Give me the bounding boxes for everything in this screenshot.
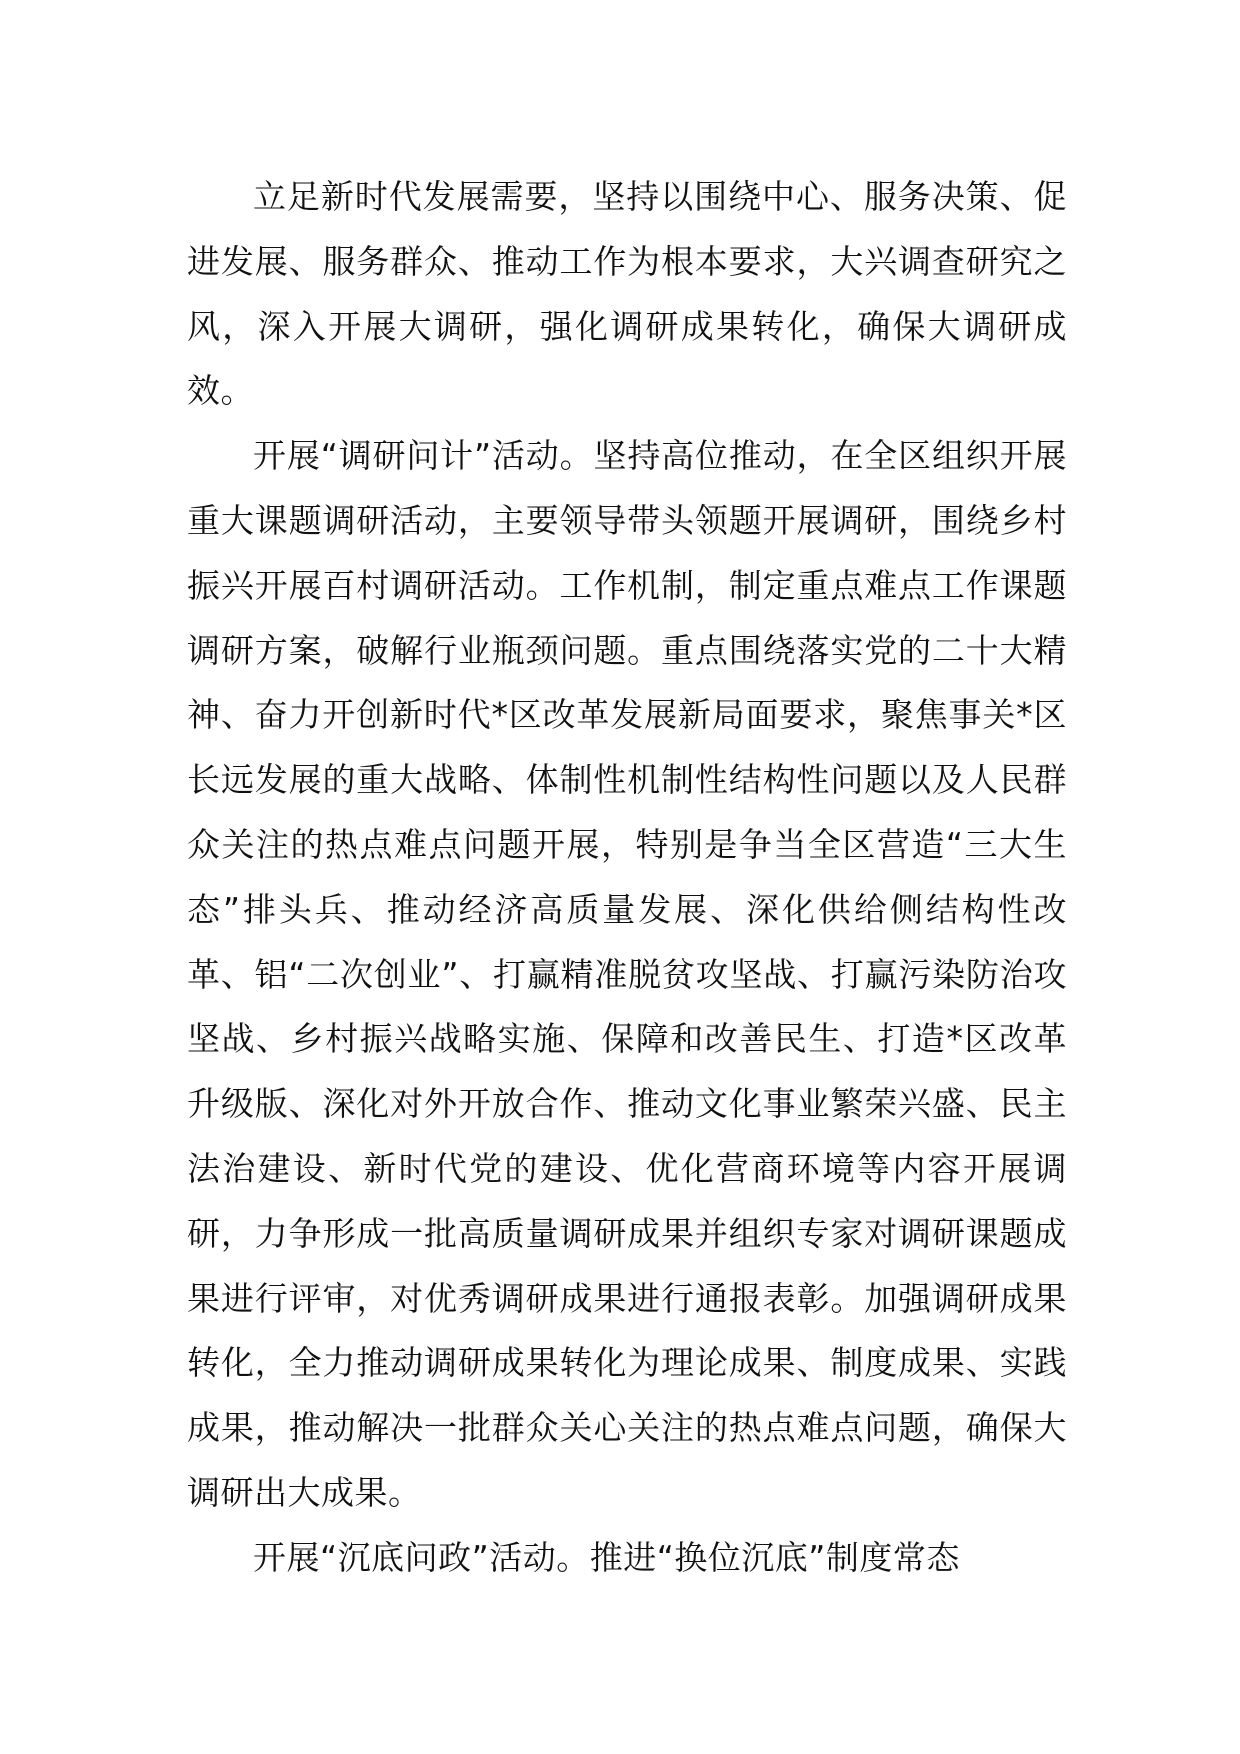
paragraph-intro: 立足新时代发展需要，坚持以围绕中心、服务决策、促进发展、服务群众、推动工作为根本要求，大兴调查研究之风，深入开展大调研，强化调研成果转化，确保大调研成效。: [187, 177, 1067, 411]
document-body: [187, 165, 1067, 1591]
paragraph-research-activity: 开展“调研问计”活动。坚持高位推动，在全区组织开展重大课题调研活动，主要领导带头领题开展调研，围绕乡村振兴开展百村调研活动。工作机制，制定重点难点工作课题调研方案，破解行业瓶颈问题。重点围绕落实党的二十大精神、奋力开创新时代*区改革发展新局面要求，聚焦事关*区长远发展的重大战略、体制性机制性结构性问题以及人民群众关注的热点难点问题开展，特别是争当全区营造“三大生态”排头兵、推动经济高质量发展、深化供给侧结构性改革、铝“二次创业”、打赢精准脱贫攻坚战、打赢污染防治攻坚战、乡村振兴战略实施、保障和改善民生、打造*区改革升级版、深化对外开放合作、推动文化事业繁荣兴盛、民主法治建设、新时代党的建设、优化营商环境等内容开展调研，力争形成一批高质量调研成果并组织专家对调研课题成果进行评审，对优秀调研成果进行通报表彰。加强调研成果转化，全力推动调研成果转化为理论成果、制度成果、实践成果，推动解决一批群众关心关注的热点难点问题，确保大调研出大成果。: [187, 436, 1067, 1512]
paragraph-grassroots-activity: 开展“沉底问政”活动。推进“换位沉底”制度常态: [253, 1537, 960, 1577]
